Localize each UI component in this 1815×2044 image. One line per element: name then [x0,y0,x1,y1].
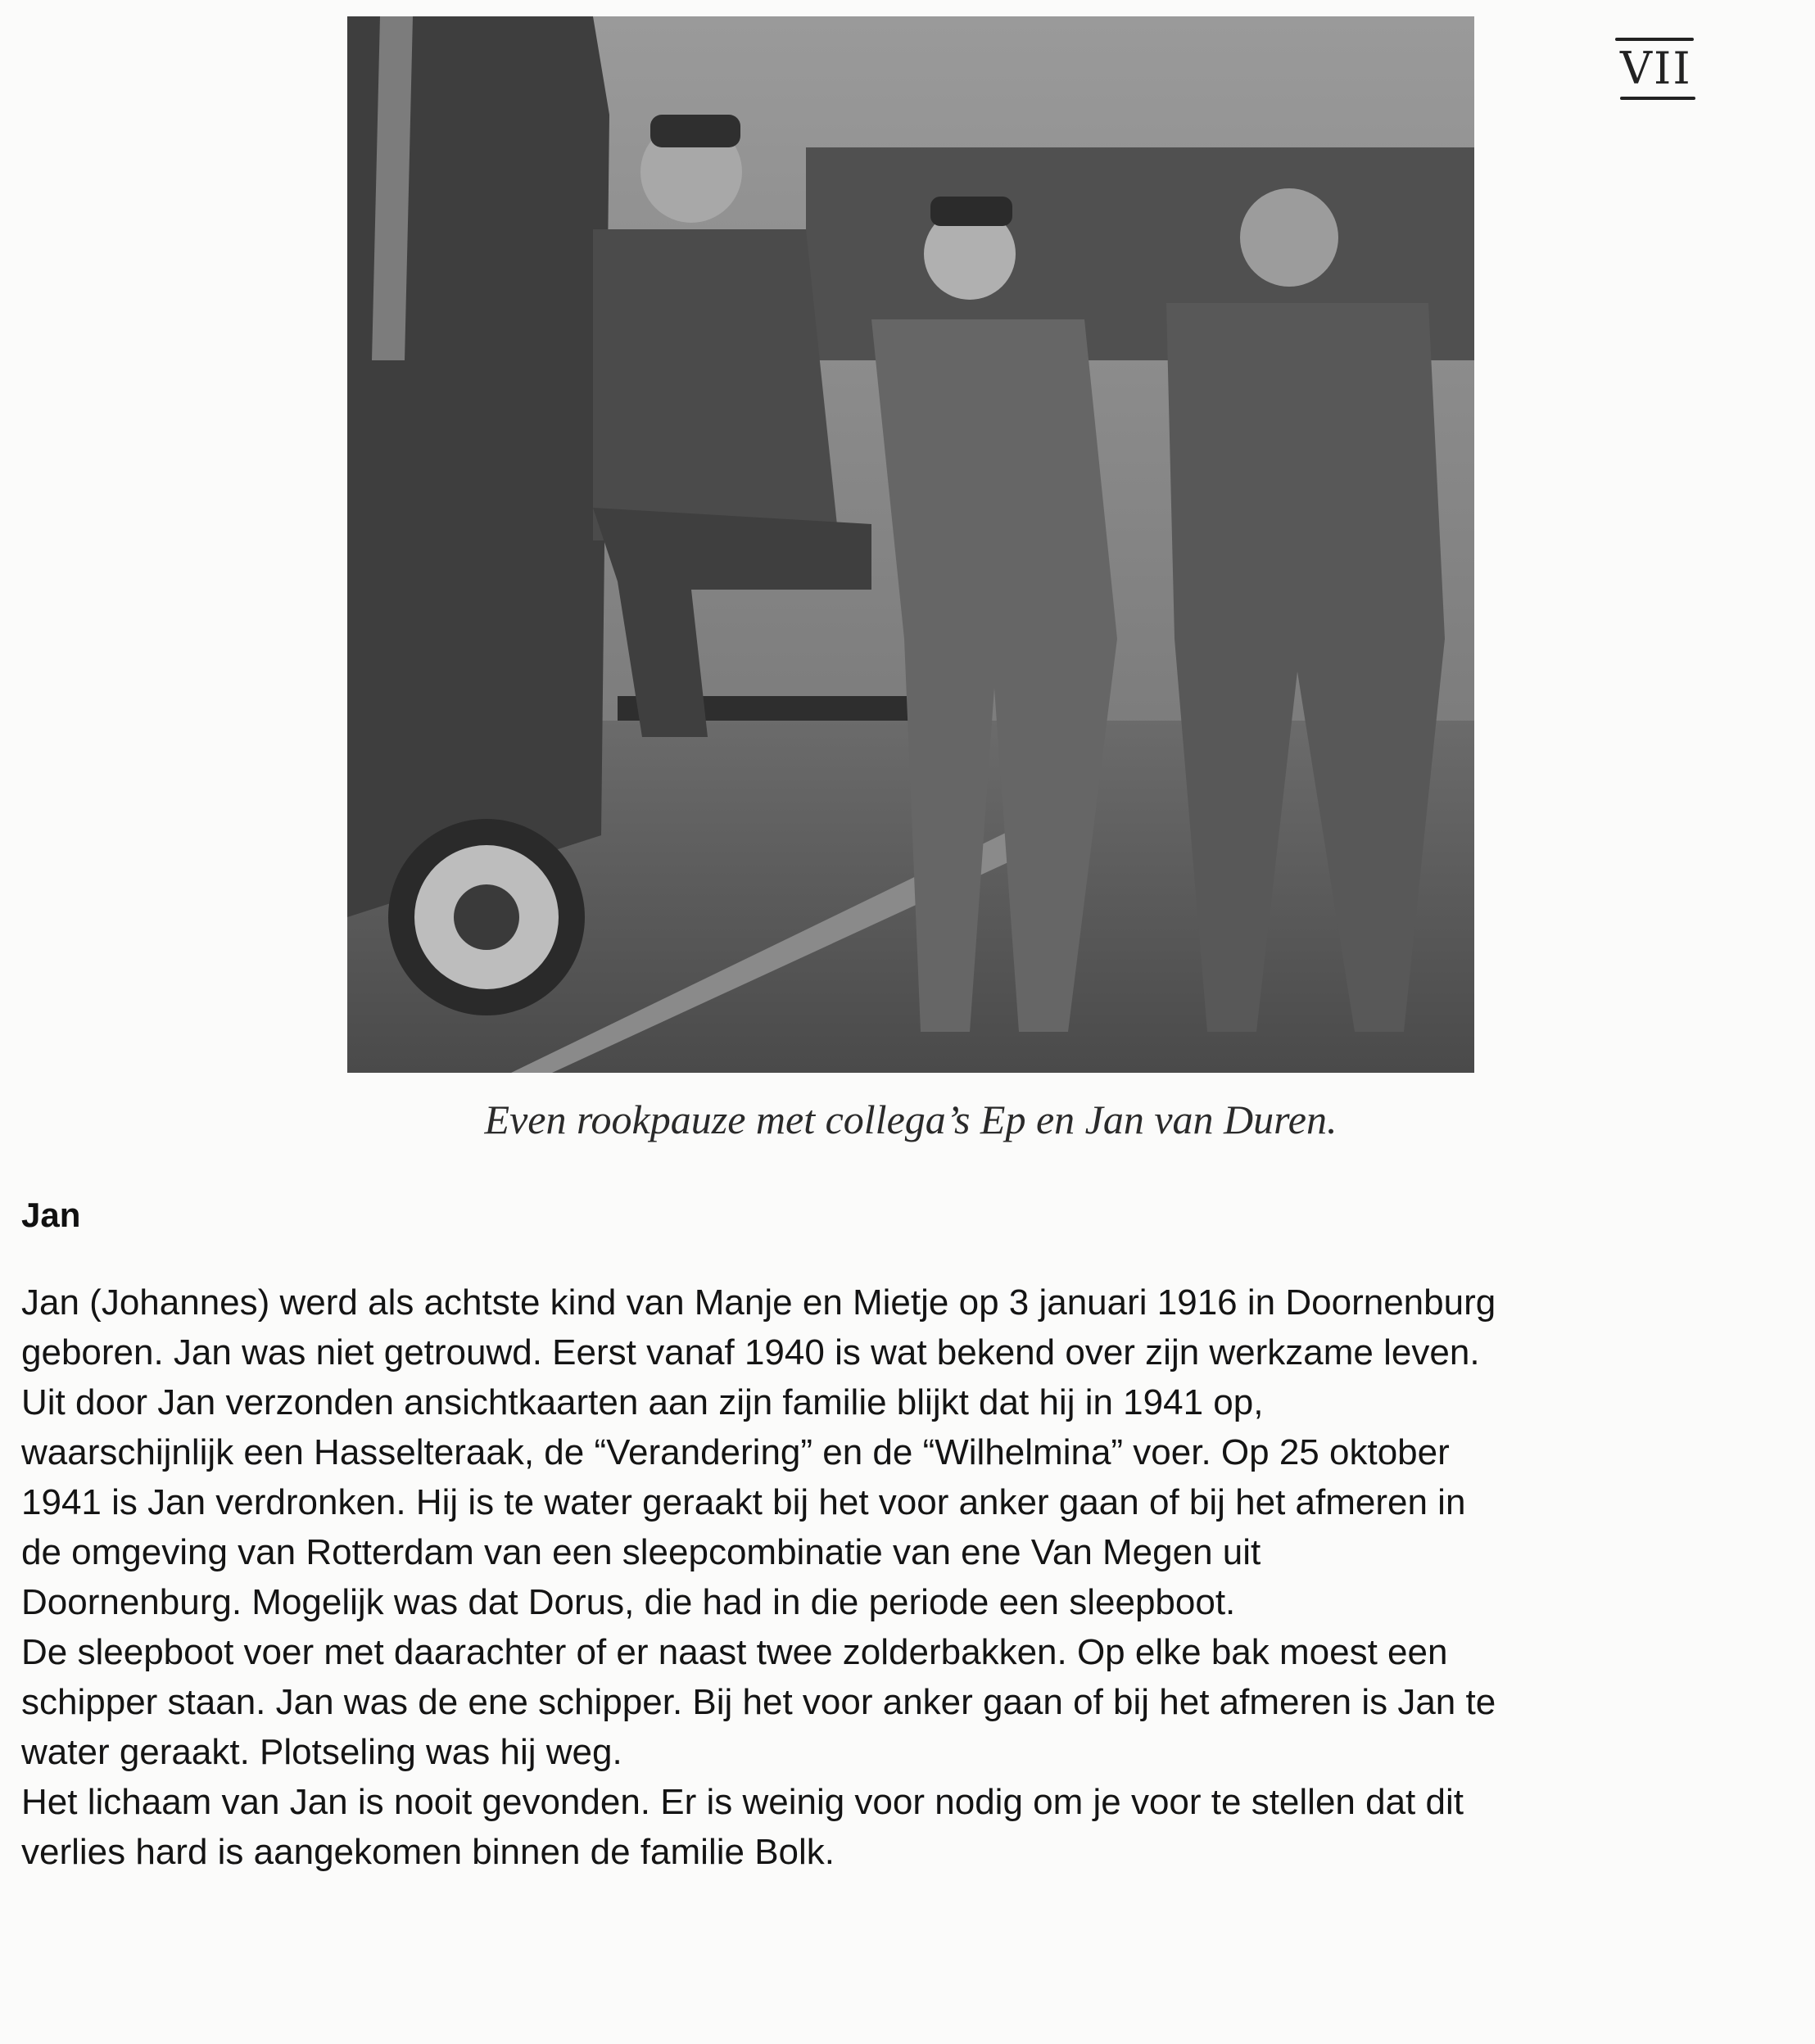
text-line: schipper staan. Jan was de ene schipper. Bij het voor anker gaan of bij het afmeren is Jan te [21,1682,1496,1722]
photograph [347,16,1474,1073]
text-line: Doornenburg. Mogelijk was dat Dorus, die had in die periode een sleepboot. [21,1582,1236,1622]
text-line: 1941 is Jan verdronken. Hij is te water geraakt bij het voor anker gaan of bij het afmeren in [21,1482,1466,1522]
text-line: de omgeving van Rotterdam van een sleepcombinatie van ene Van Megen uit [21,1532,1261,1572]
body-text [21,1278,1807,1877]
text-line: De sleepboot voer met daarachter of er naast twee zolderbakken. Op elke bak moest een [21,1632,1448,1672]
text-line: Het lichaam van Jan is nooit gevonden. Er is weinig voor nodig om je voor te stellen dat dit [21,1782,1464,1822]
text-line: water geraakt. Plotseling was hij weg. [21,1732,622,1772]
text-line: verlies hard is aangekomen binnen de familie Bolk. [21,1832,835,1872]
page-number: VII [1620,43,1692,94]
machine-wheel-hub [454,884,519,950]
page-number-underline-top [1615,38,1694,41]
page-number-underline-bottom [1620,97,1695,100]
text-line: Uit door Jan verzonden ansichtkaarten aan zijn familie blijkt dat hij in 1941 op, [21,1382,1264,1422]
photograph-illustration [347,16,1474,1073]
section-heading: Jan [21,1196,81,1234]
text-line: geboren. Jan was niet getrouwd. Eerst vanaf 1940 is wat bekend over zijn werkzame leven. [21,1332,1480,1372]
text-line: Jan (Johannes) werd als achtste kind van Manje en Mietje op 3 januari 1916 in Doornenburg [21,1282,1496,1323]
text-line: waarschijnlijk een Hasselteraak, de “Verandering” en de “Wilhelmina” voer. Op 25 oktober [21,1432,1450,1472]
photo-caption: Even rookpauze met collega’s Ep en Jan van Duren. [484,1097,1337,1142]
